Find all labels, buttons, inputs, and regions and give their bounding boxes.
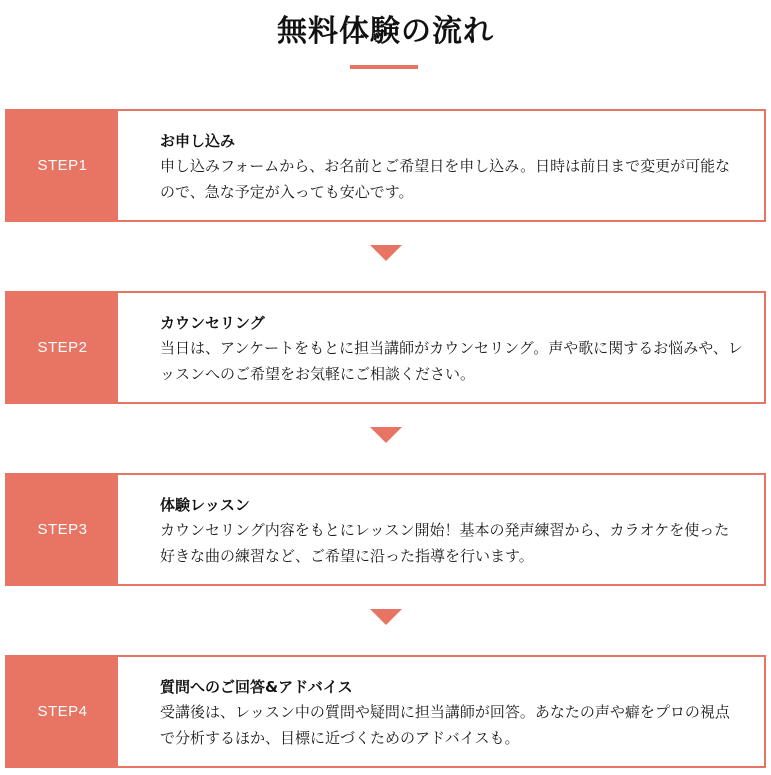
step-heading: 体験レッスン — [160, 496, 250, 514]
step-description: 当日は、アンケートをもとに担当講師がカウンセリング。声や歌に関するお悩みや、レッスンへのご希望をお気軽にご相談ください。 — [160, 339, 743, 383]
step-card-3 — [5, 473, 766, 586]
page-title: 無料体験の流れ — [277, 14, 494, 49]
step-body — [118, 293, 764, 402]
step-label: STEP1 — [7, 111, 118, 220]
triangle-down-icon — [370, 609, 402, 625]
step-label: STEP4 — [7, 657, 118, 766]
step-card-4 — [5, 655, 766, 768]
step-heading: カウンセリング — [160, 314, 265, 332]
step-card-1 — [5, 109, 766, 222]
step-body — [118, 657, 764, 766]
step-label: STEP3 — [7, 475, 118, 584]
step-description: 申し込みフォームから、お名前とご希望日を申し込み。日時は前日まで変更が可能なので、急な予定が入っても安心です。 — [160, 157, 731, 201]
triangle-down-icon — [370, 245, 402, 261]
step-body — [118, 111, 764, 220]
step-description: カウンセリング内容をもとにレッスン開始！基本の発声練習から、カラオケを使った好きな曲の練習など、ご希望に沿った指導を行います。 — [160, 521, 730, 565]
step-card-2 — [5, 291, 766, 404]
title-underline — [350, 65, 418, 69]
step-label: STEP2 — [7, 293, 118, 402]
step-description: 受講後は、レッスン中の質問や疑問に担当講師が回答。あなたの声や癖をプロの視点で分析するほか、目標に近づくためのアドバイスも。 — [160, 703, 730, 747]
step-heading: お申し込み — [160, 132, 236, 150]
triangle-down-icon — [370, 427, 402, 443]
step-heading: 質問へのご回答&アドバイス — [160, 678, 353, 696]
step-body — [118, 475, 764, 584]
